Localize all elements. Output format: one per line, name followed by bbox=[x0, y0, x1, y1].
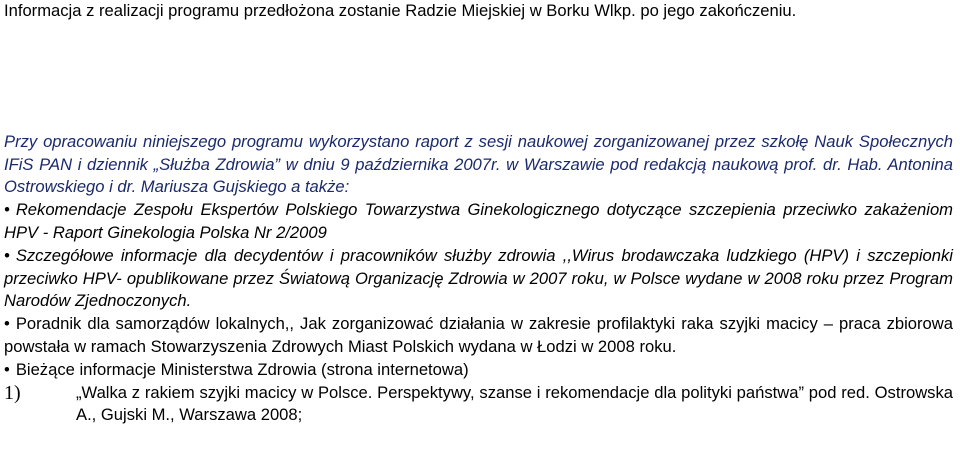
bullet-item-3-text: Poradnik dla samorządów lokalnych,, Jak zorganizować działania w zakresie profilaktyki raka szyjki macicy – praca zbiorowa powstała w ramach Stowarzyszenia Zdrowych Miast Polskich wydana w Łodzi w 2008 roku. bbox=[4, 314, 953, 356]
spacer bbox=[4, 23, 953, 131]
bullet-item-1 bbox=[4, 199, 953, 245]
bullet-item-2 bbox=[4, 245, 953, 313]
numbered-item-1-text: „Walka z rakiem szyjki macicy w Polsce. Perspektywy, szanse i rekomendacje dla polityki państwa” pod red. Ostrowska A., Gujski M., Warszawa 2008; bbox=[76, 382, 953, 425]
numbered-item-1 bbox=[4, 382, 953, 428]
sources-intro-paragraph: Przy opracowaniu niniejszego programu wykorzystano raport z sesji naukowej zorganizowanej przez szkołę Nauk Społecznych IFiS PAN i dziennik „Służba Zdrowia” w dniu 9 października 2007r. w Warszawie pod redakcją naukową prof. dr. Hab. Antonina Ostrowskiego i dr. Mariusza Gujskiego a także: bbox=[4, 131, 953, 197]
bullet-item-4 bbox=[4, 359, 953, 382]
numbered-item-1-number: 1) bbox=[4, 381, 21, 404]
intro-paragraph: Informacja z realizacji programu przedłożona zostanie Radzie Miejskiej w Borku Wlkp. po jego zakończeniu. bbox=[4, 1, 797, 20]
bullet-item-1-text: Rekomendacje Zespołu Ekspertów Polskiego Towarzystwa Ginekologicznego dotyczące szczepienia przeciwko zakażeniom HPV - Raport Ginekologia Polska Nr 2/2009 bbox=[4, 200, 953, 242]
bullet-item-3 bbox=[4, 313, 953, 359]
bullet-item-4-text: Bieżące informacje Ministerstwa Zdrowia (strona internetowa) bbox=[15, 359, 469, 379]
bullet-item-2-text: Szczegółowe informacje dla decydentów i pracowników służby zdrowia ,,Wirus brodawczaka ludzkiego (HPV) i szczepionki przeciwko HPV- opublikowane przez Światową Organizację Zdrowia w 2007 roku, w Polsce wydane w 2008 roku przez Program Narodów Zjednoczonych. bbox=[4, 245, 953, 311]
